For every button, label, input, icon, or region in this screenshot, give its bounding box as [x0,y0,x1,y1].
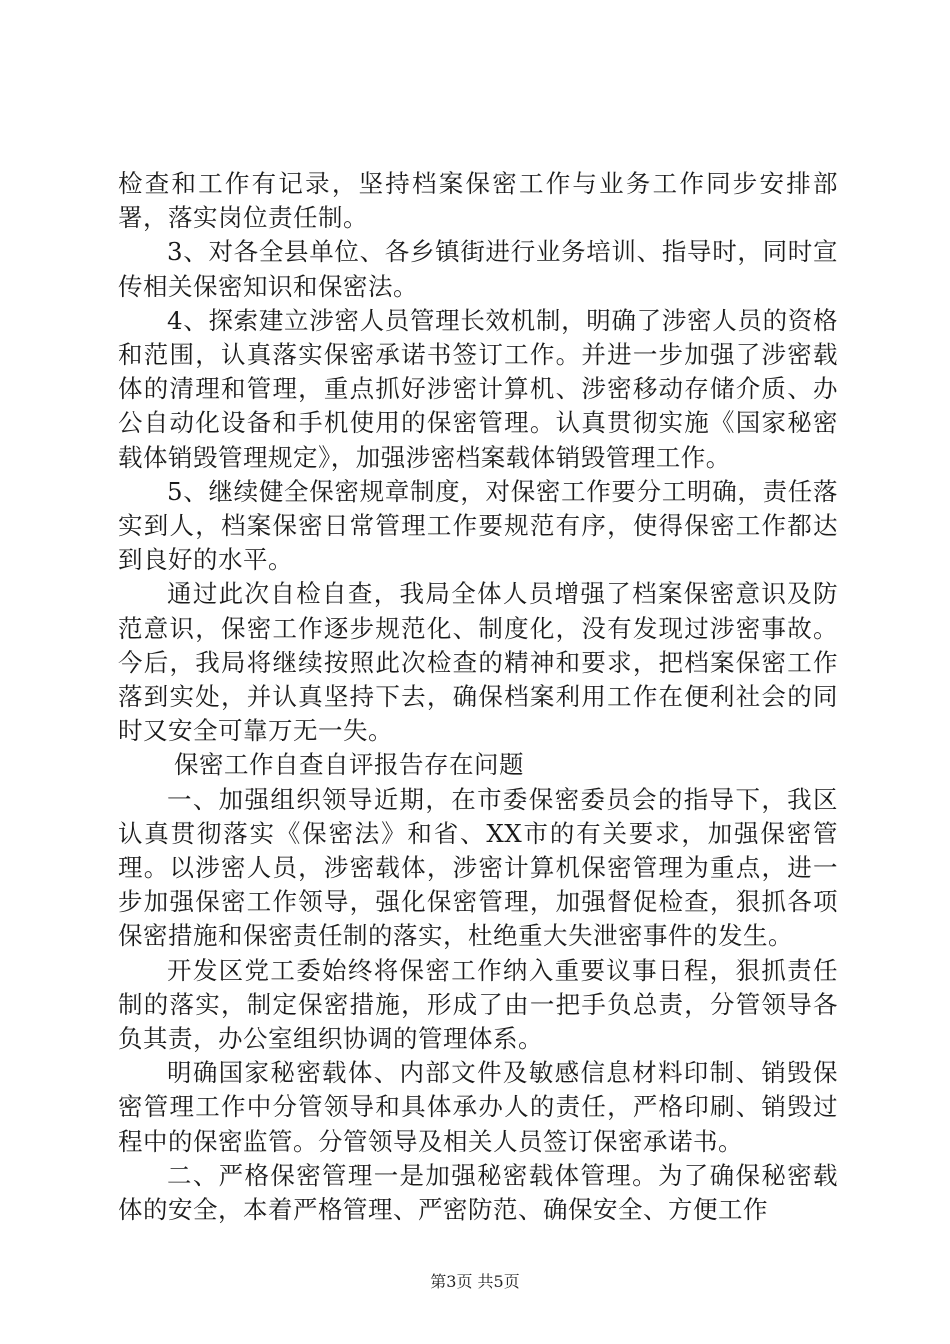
paragraph-item-4: 4、探索建立涉密人员管理长效机制，明确了涉密人员的资格和范围，认真落实保密承诺书签订工作。并进一步加强了涉密载体的清理和管理，重点抓好涉密计算机、涉密移动存储介质、办公自动化设备和手机使用的保密管理。认真贯彻实施《国家秘密载体销毁管理规定》，加强涉密档案载体销毁管理工作。 [118,305,838,472]
document-body [118,167,838,1227]
paragraph-item-3: 3、对各全县单位、各乡镇街进行业务培训、指导时，同时宣传相关保密知识和保密法。 [118,237,838,301]
paragraph-item-5: 5、继续健全保密规章制度，对保密工作要分工明确，责任落实到人，档案保密日常管理工作要规范有序，使得保密工作都达到良好的水平。 [118,476,838,575]
paragraph-section-two: 二、严格保密管理一是加强秘密载体管理。为了确保秘密载体的安全，本着严格管理、严密防范、确保安全、方便工作 [118,1160,838,1225]
section-heading: 保密工作自查自评报告存在问题 [174,750,524,780]
paragraph-party-committee: 开发区党工委始终将保密工作纳入重要议事日程，狠抓责任制的落实，制定保密措施，形成了由一把手负总责，分管领导各负其责，办公室组织协调的管理体系。 [118,955,838,1054]
paragraph-summary: 通过此次自检自查，我局全体人员增强了档案保密意识及防范意识，保密工作逐步规范化、制度化，没有发现过涉密事故。今后，我局将继续按照此次检查的精神和要求，把档案保密工作落到实处，并认真坚持下去，确保档案利用工作在便利社会的同时又安全可靠万无一失。 [118,579,838,746]
paragraph-section-one: 一、加强组织领导近期，在市委保密委员会的指导下，我区认真贯彻落实《保密法》和省、XX市的有关要求，加强保密管理。以涉密人员，涉密载体，涉密计算机保密管理为重点，进一步加强保密工作领导，强化保密管理，加强督促检查，狠抓各项保密措施和保密责任制的落实，杜绝重大失泄密事件的发生。 [118,784,838,951]
paragraph-continuation: 检查和工作有记录，坚持档案保密工作与业务工作同步安排部署，落实岗位责任制。 [118,169,838,233]
paragraph-responsibility: 明确国家秘密载体、内部文件及敏感信息材料印制、销毁保密管理工作中分管领导和具体承办人的责任，严格印刷、销毁过程中的保密监管。分管领导及相关人员签订保密承诺书。 [118,1058,838,1156]
page-number-footer: 第3页 共5页 [430,1272,520,1291]
